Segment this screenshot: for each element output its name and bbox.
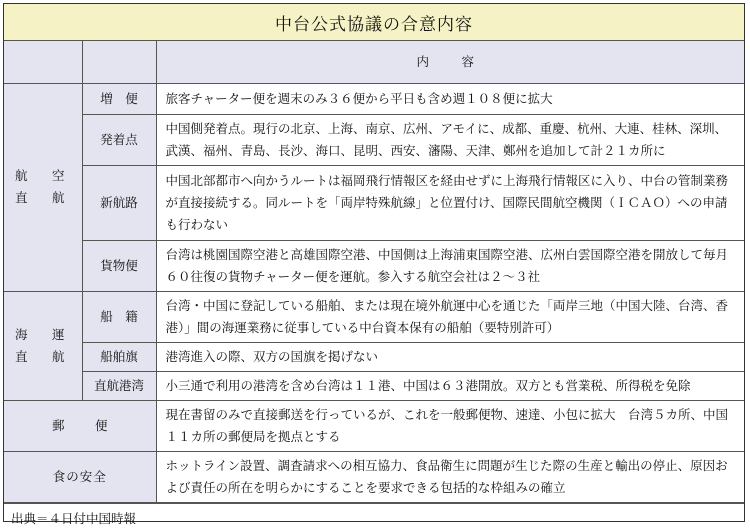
table-header-row bbox=[4, 41, 744, 83]
row-content: 港湾進入の際、双方の国旗を掲げない bbox=[156, 342, 744, 371]
row-label: 貨物便 bbox=[82, 240, 156, 291]
table-row bbox=[4, 291, 744, 342]
header-blank-cell bbox=[4, 41, 82, 83]
postal-content: 現在書留のみで直接郵送を行っているが、これを一般郵便物、速達、小包に拡大 台湾５カ所、中国１１カ所の郵便局を拠点とする bbox=[156, 400, 744, 451]
row-content: 台湾は桃園国際空港と高雄国際空港、中国側は上海浦東国際空港、広州白雲国際空港を開放して毎月６０往復の貨物チャーター便を運航。参入する航空会社は２～３社 bbox=[156, 240, 744, 291]
content-column-header: 内 容 bbox=[156, 41, 744, 83]
row-label: 発着点 bbox=[82, 114, 156, 165]
agreement-table bbox=[4, 41, 744, 503]
food-safety-label: 食の安全 bbox=[4, 451, 156, 502]
table-row bbox=[4, 83, 744, 114]
row-content: 旅客チャーター便を週末のみ３６便から平日も含め週１０８便に拡大 bbox=[156, 83, 744, 114]
row-content: 中国北部都市へ向かうルートは福岡飛行情報区を経由せずに上海飛行情報区に入り、中台の管制業務が直接接続する。同ルートを「両岸特殊航線」と位置付け、国際民間航空機関（ＩＣＡＯ）への申請も行わない bbox=[156, 165, 744, 240]
table-row bbox=[4, 240, 744, 291]
table-row bbox=[4, 114, 744, 165]
row-label: 増 便 bbox=[82, 83, 156, 114]
row-label: 直航港湾 bbox=[82, 371, 156, 400]
row-label: 新航路 bbox=[82, 165, 156, 240]
row-content: 台湾・中国に登記している船舶、または現在境外航運中心を通じた「両岸三地（中国大陸、台湾、香港）」間の海運業務に従事している中台資本保有の船舶（要特別許可） bbox=[156, 291, 744, 342]
aviation-label-line1: 航 空 bbox=[14, 168, 71, 183]
table-row bbox=[4, 371, 744, 400]
row-content: 中国側発着点。現行の北京、上海、南京、広州、アモイに、成都、重慶、杭州、大連、桂林、深圳、武漢、福州、青島、長沙、海口、昆明、西安、瀋陽、天津、鄭州を追加して計２１カ所に bbox=[156, 114, 744, 165]
table-row bbox=[4, 165, 744, 240]
source-note: 出典＝４日付中国時報 bbox=[4, 503, 744, 531]
shipping-category-cell bbox=[4, 291, 82, 400]
food-safety-content: ホットライン設置、調査請求への相互協力、食品衛生に問題が生じた際の生産と輸出の停止、原因および責任の所在を明らかにすることを要求できる包括的な枠組みの確立 bbox=[156, 451, 744, 502]
page-title: 中台公式協議の合意内容 bbox=[4, 4, 744, 41]
agreement-sheet bbox=[3, 3, 745, 526]
header-blank-cell bbox=[82, 41, 156, 83]
shipping-label-line2: 直 航 bbox=[14, 348, 71, 364]
aviation-category-cell bbox=[4, 83, 82, 291]
table-row bbox=[4, 400, 744, 451]
shipping-label-line1: 海 運 bbox=[14, 326, 71, 342]
row-label: 船舶旗 bbox=[82, 342, 156, 371]
table-row bbox=[4, 451, 744, 502]
table-row bbox=[4, 342, 744, 371]
postal-label: 郵 便 bbox=[4, 400, 156, 451]
row-content: 小三通で利用の港湾を含め台湾は１１港、中国は６３港開放。双方とも営業税、所得税を免除 bbox=[156, 371, 744, 400]
row-label: 船 籍 bbox=[82, 291, 156, 342]
aviation-label-line2: 直 航 bbox=[14, 190, 71, 205]
